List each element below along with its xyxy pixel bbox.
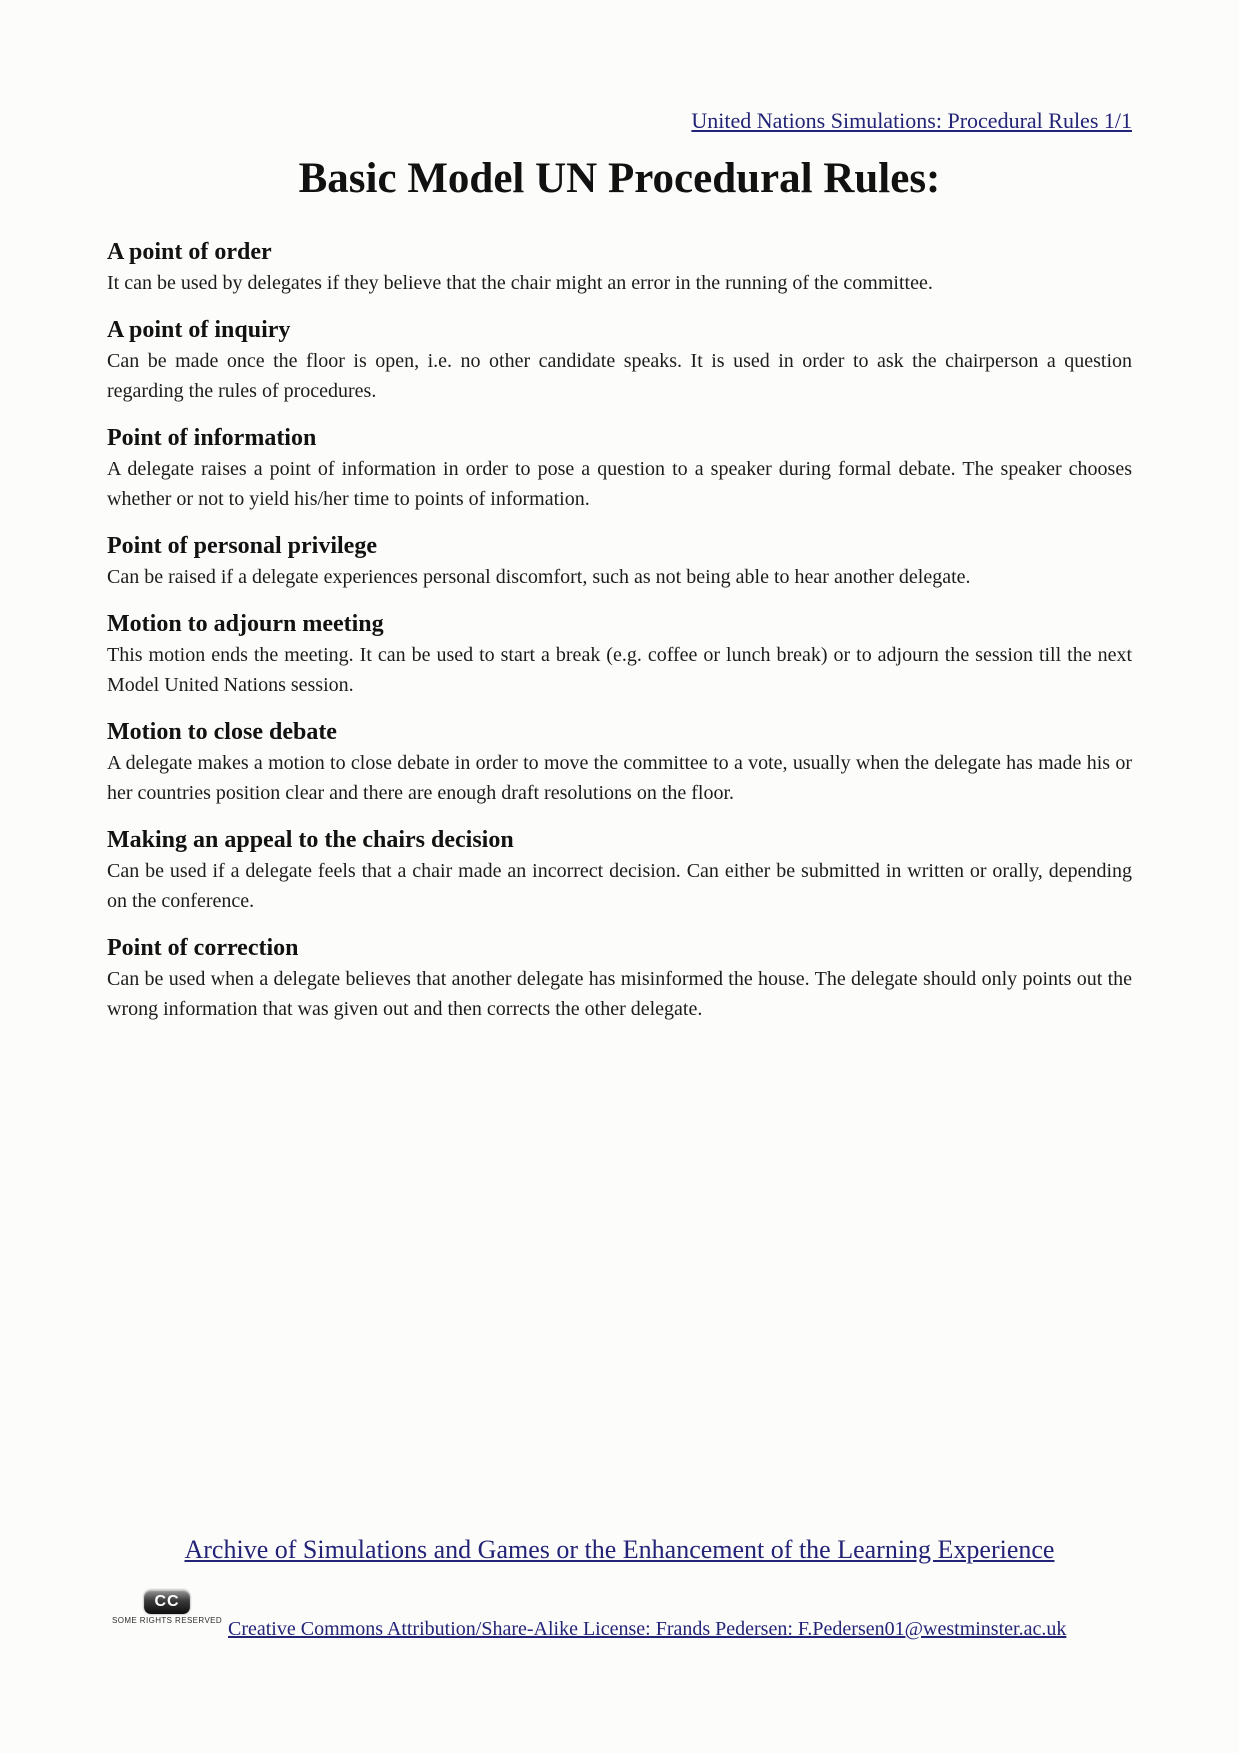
creative-commons-badge[interactable] (112, 1590, 222, 1625)
rule-section-appeal-chairs-decision (107, 824, 1132, 916)
cc-logo-icon: CC (144, 1590, 190, 1614)
license-row (0, 1590, 1239, 1660)
rule-section-point-of-information (107, 422, 1132, 514)
rule-heading: Motion to close debate (107, 719, 337, 745)
rule-body: Can be used when a delegate believes that another delegate has misinformed the house. The delegate should only points out the wrong information that was given out and then corrects the other delegate. (107, 968, 1132, 1020)
rule-heading: Making an appeal to the chairs decision (107, 827, 514, 853)
page-footer (0, 1534, 1239, 1660)
rule-heading: Point of information (107, 425, 317, 451)
rules-list (107, 236, 1132, 1024)
rule-body: A delegate makes a motion to close debate in order to move the committee to a vote, usually when the delegate has made his or her countries position clear and there are enough draft resolutions on the floor. (107, 752, 1132, 804)
rule-section-personal-privilege (107, 530, 1132, 592)
rule-section-close-debate (107, 716, 1132, 808)
rule-body: Can be used if a delegate feels that a chair made an incorrect decision. Can either be submitted in written or orally, depending on the conference. (107, 860, 1132, 912)
rule-body: A delegate raises a point of information in order to pose a question to a speaker during formal debate. The speaker chooses whether or not to yield his/her time to points of information. (107, 458, 1132, 510)
rule-body: It can be used by delegates if they believe that the chair might an error in the running of the committee. (107, 272, 933, 294)
rule-heading: Point of personal privilege (107, 533, 377, 559)
rule-heading: A point of order (107, 239, 272, 265)
rule-body: This motion ends the meeting. It can be used to start a break (e.g. coffee or lunch break) or to adjourn the session till the next Model United Nations session. (107, 644, 1132, 696)
rule-heading: A point of inquiry (107, 317, 291, 343)
rule-body: Can be made once the floor is open, i.e. no other candidate speaks. It is used in order to ask the chairperson a question regarding the rules of procedures. (107, 350, 1132, 402)
license-link[interactable]: Creative Commons Attribution/Share-Alike License: Frands Pedersen: F.Pedersen01@westminster.ac.uk (228, 1618, 1067, 1640)
rule-section-point-of-correction (107, 932, 1132, 1024)
page-title: Basic Model UN Procedural Rules: (298, 155, 941, 202)
archive-link[interactable]: Archive of Simulations and Games or the Enhancement of the Learning Experience (184, 1535, 1055, 1564)
header-link[interactable]: United Nations Simulations: Procedural Rules 1/1 (691, 108, 1132, 133)
archive-line (107, 1534, 1132, 1566)
rule-section-point-of-inquiry (107, 314, 1132, 406)
rule-section-point-of-order (107, 236, 1132, 298)
cc-badge-caption: SOME RIGHTS RESERVED (112, 1616, 223, 1625)
license-line (228, 1616, 1066, 1642)
rule-body: Can be raised if a delegate experiences personal discomfort, such as not being able to hear another delegate. (107, 566, 971, 588)
rule-heading: Point of correction (107, 935, 299, 961)
rule-heading: Motion to adjourn meeting (107, 611, 384, 637)
rule-section-adjourn-meeting (107, 608, 1132, 700)
page-header (107, 0, 1132, 136)
